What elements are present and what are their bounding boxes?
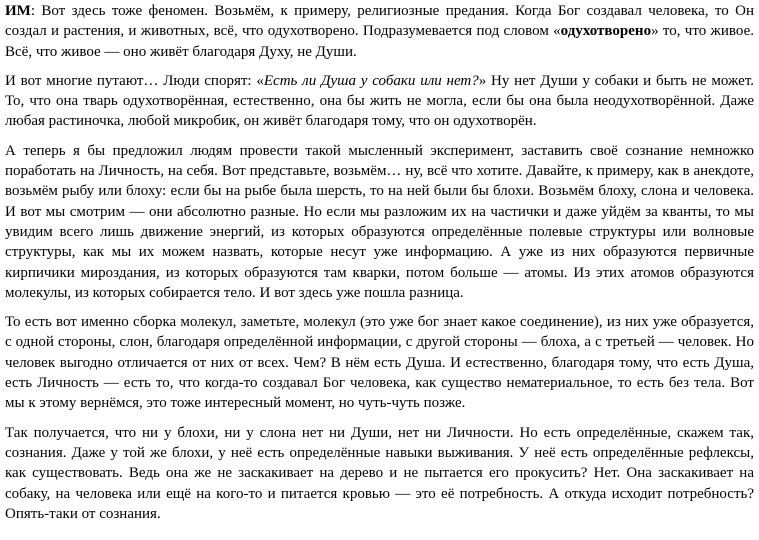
paragraph-3: А теперь я бы предложил людям провести такой мысленный эксперимент, заставить своё сознание немножко поработать на Личность, на себя. Вот представьте, возьмём… ну, всё что хотите. Давайте, к примеру, как в анекдоте, возьмём рыбу или блоху: если бы на рыбе была шерсть, то на ней были бы блохи. Возьмём блоху, слона и человека. И вот мы смотрим — они абсолютно разные. Но если мы разложим их на частички и даже уйдём за кванты, то мы увидим всего лишь движение энергий, из которых образуются определённые полевые структуры или волновые структуры, как мы их можем назвать, которые несут уже информацию. А уже из них образуются первичные кирпичики мироздания, из которых образуются там кварки, потом больше — атомы. Из этих атомов образуются молекулы, из которых собирается тело. И вот здесь уже пошла разница.: [5, 142, 754, 301]
speaker-label: ИМ: [5, 3, 31, 19]
paragraph-4: То есть вот именно сборка молекул, заметьте, молекул (это уже бог знает какое соединение), из них уже образуется, с одной стороны, слон, благодаря определённой информации, с другой стороны — блоха, а с третьей — человек. Но человек выгодно отличается от них от всех. Чем? В нём есть Душа. И естественно, благодаря тому, что есть Душа, есть Личность — есть то, что когда-то создавал Бог человека, как существо нематериальное, то есть без тела. Вот мы к этому вернёмся, это тоже интересный момент, но чуть-чуть позже.: [5, 314, 754, 412]
paragraph-2-text-a: И вот многие путают… Люди спорят: «: [5, 72, 264, 89]
paragraph-1-text-a: : Вот здесь тоже феномен. Возьмём, к примеру, религиозные предания. Когда Бог создавал человека, то Он создал и растения, и животных, всё, что одухотворено. Подразумевается под словом «: [5, 3, 754, 40]
quoted-question: Есть ли Душа у собаки или нет?: [263, 72, 479, 89]
paragraph-2-text-b: » Ну нет Души у собаки и быть не может. То, что она тварь одухотворённая, естественно, она бы жить не могла, если бы она была неодухотворённой. Даже любая растиночка, любой микробик, он живёт благодаря тому, что он одухотворён.: [5, 72, 754, 130]
paragraph-5: Так получается, что ни у блохи, ни у слона нет ни Души, нет ни Личности. Но есть определённые, скажем так, сознания. Даже у той же блохи, у неё есть определённые навыки выживания. У неё есть определённые рефлексы, как существовать. Ведь она же не заскакивает на дерево и не пытается его прокусить? Нет. Она заскакивает на собаку, на человека или ещё на кого-то и питается кровью — это её потребность. А откуда исходит потребность? Опять-таки от сознания.: [5, 424, 754, 522]
emphasized-word: одухотворено: [560, 23, 652, 40]
paragraph-1-text-b: » то, что живое. Всё, что живое — оно живёт благодаря Духу, не Души.: [5, 23, 754, 60]
paragraph-2: [5, 71, 754, 132]
paragraph-1: [5, 1, 754, 62]
